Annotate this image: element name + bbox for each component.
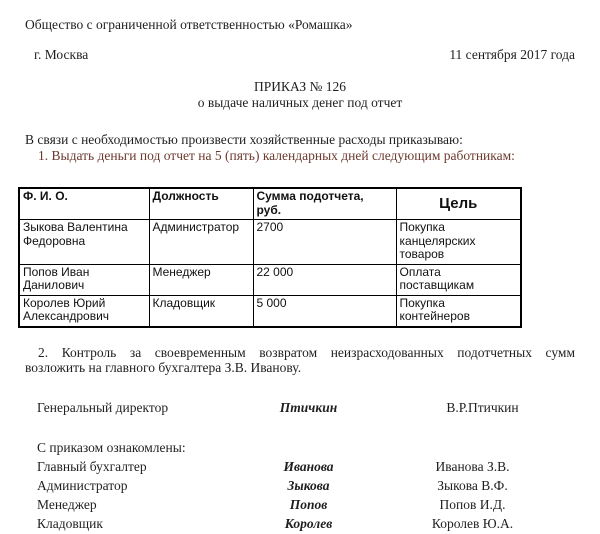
ack-signature: Королев bbox=[284, 515, 333, 531]
table-row bbox=[19, 295, 521, 327]
cell-goal: Покупка канцелярских товаров bbox=[396, 220, 521, 265]
company-name: Общество с ограниченной ответственностью «Ромашка» bbox=[25, 17, 353, 32]
ack-title: Кладовщик bbox=[37, 515, 103, 531]
ack-signature: Иванова bbox=[283, 458, 334, 474]
document-city: г. Москва bbox=[34, 47, 89, 62]
cell-goal: Оплата поставщикам bbox=[396, 264, 521, 295]
cell-amount: 5 000 bbox=[253, 295, 396, 327]
order-subtitle: о выдаче наличных денег под отчет bbox=[197, 95, 403, 110]
cell-fio: Зыкова Валентина Федоровна bbox=[19, 220, 149, 265]
intro-paragraph: В связи с необходимостью произвести хозяйственные расходы приказываю: bbox=[25, 132, 463, 147]
cell-fio: Королев Юрий Александрович bbox=[19, 295, 149, 327]
table-row bbox=[19, 220, 521, 265]
director-signature-row bbox=[25, 400, 575, 416]
ack-row bbox=[37, 476, 575, 495]
ack-row bbox=[37, 514, 575, 533]
column-header-amount: Сумма подотчета, руб. bbox=[253, 188, 396, 220]
employees-table bbox=[18, 187, 522, 328]
cell-amount: 22 000 bbox=[253, 264, 396, 295]
column-header-fio: Ф. И. О. bbox=[19, 188, 149, 220]
cell-fio: Попов Иван Данилович bbox=[19, 264, 149, 295]
acknowledgment-block bbox=[25, 438, 575, 533]
column-header-goal: Цель bbox=[396, 188, 521, 220]
ack-title: Менеджер bbox=[37, 496, 97, 512]
director-name: В.Р.Птичкин bbox=[446, 399, 519, 415]
cell-position: Кладовщик bbox=[149, 295, 253, 327]
ack-header: С приказом ознакомлены: bbox=[37, 439, 186, 455]
order-item-1: 1. Выдать деньги под отчет на 5 (пять) календарных дней следующим работникам: bbox=[38, 147, 515, 163]
cell-position: Администратор bbox=[149, 220, 253, 265]
ack-title: Главный бухгалтер bbox=[37, 458, 147, 474]
ack-signature: Попов bbox=[289, 496, 328, 512]
ack-row bbox=[37, 457, 575, 476]
ack-name: Иванова З.В. bbox=[435, 458, 510, 474]
table-row bbox=[19, 264, 521, 295]
order-item-2 bbox=[25, 345, 575, 376]
place-date-row bbox=[25, 47, 575, 63]
ack-name: Попов И.Д. bbox=[439, 496, 506, 512]
table-header-row bbox=[19, 188, 521, 220]
director-signature: Птичкин bbox=[279, 399, 338, 415]
column-header-position: Должность bbox=[149, 188, 253, 220]
document-date: 11 сентября 2017 года bbox=[449, 47, 575, 62]
cell-position: Менеджер bbox=[149, 264, 253, 295]
cell-goal: Покупка контейнеров bbox=[396, 295, 521, 327]
cell-amount: 2700 bbox=[253, 220, 396, 265]
order-item-2-line2: возложить на главного бухгалтера З.В. Иванову. bbox=[25, 360, 302, 375]
ack-title: Администратор bbox=[37, 477, 128, 493]
ack-name: Зыкова В.Ф. bbox=[437, 477, 508, 493]
order-title-block bbox=[25, 79, 575, 111]
ack-row bbox=[37, 495, 575, 514]
order-item-2-line1: 2. Контроль за своевременным возвратом неизрасходованных подотчетных сумм bbox=[38, 344, 575, 360]
order-title: ПРИКАЗ № 126 bbox=[253, 79, 347, 94]
ack-signature: Зыкова bbox=[287, 477, 330, 493]
intro-block bbox=[25, 132, 575, 163]
director-title: Генеральный директор bbox=[37, 399, 169, 415]
ack-name: Королев Ю.А. bbox=[431, 515, 514, 531]
